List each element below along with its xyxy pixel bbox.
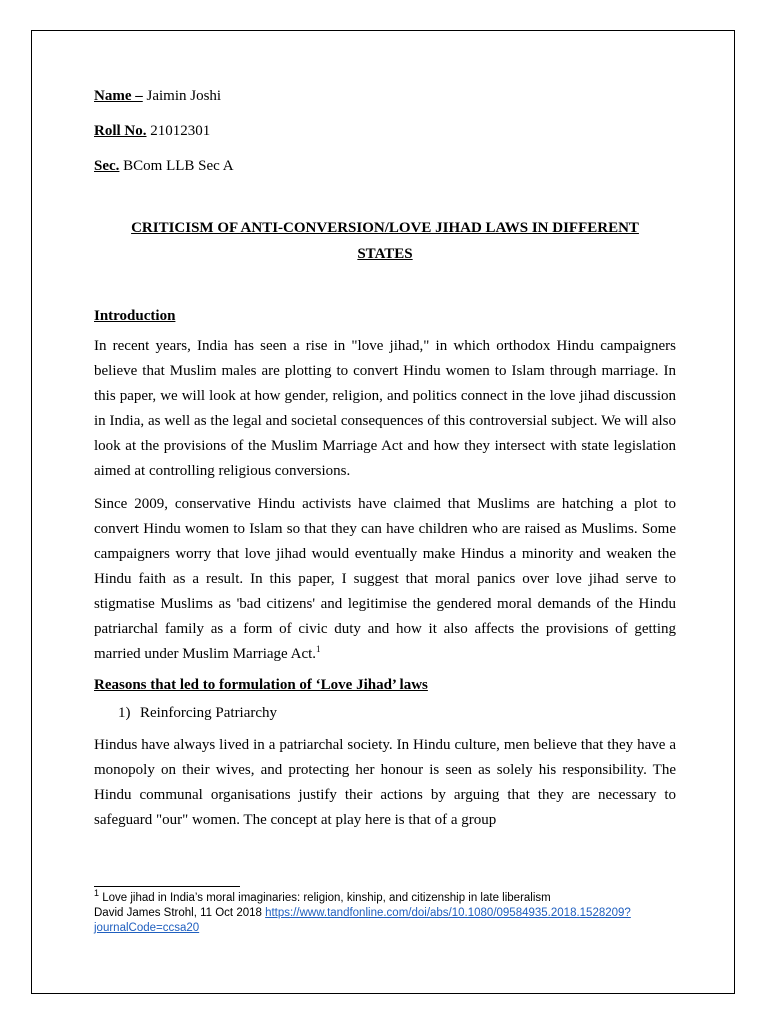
name-label: Name – bbox=[94, 88, 143, 104]
roll-line bbox=[94, 122, 676, 140]
list-item bbox=[94, 703, 676, 723]
list-item-text: Reinforcing Patriarchy bbox=[140, 705, 278, 721]
title-line-2: STATES bbox=[357, 246, 413, 262]
title-line-1: CRITICISM OF ANTI-CONVERSION/LOVE JIHAD LAWS IN DIFFERENT bbox=[131, 220, 639, 236]
section-label: Sec. bbox=[94, 158, 120, 174]
roll-value: 21012301 bbox=[146, 123, 211, 139]
introduction-paragraph-1: In recent years, India has seen a rise in "love jihad," in which orthodox Hindu campaigners believe that Muslim males are plotting to convert Hindu women to Islam through marriage. In this paper, we will look at how gender, religion, and politics connect in the love jihad discussion in India, as well as the legal and societal consequences of this controversial subject. We will also look at the provisions of the Muslim Marriage Act and how they intersect with state legislation aimed at controlling religious conversions. bbox=[94, 338, 676, 479]
footnote-citation-title: Love jihad in India’s moral imaginaries: religion, kinship, and citizenship in late liberalism bbox=[99, 892, 551, 904]
footnote bbox=[94, 888, 684, 936]
name-line bbox=[94, 87, 676, 105]
list-item-number: 1) bbox=[118, 705, 131, 721]
footnote-separator bbox=[94, 886, 240, 887]
footnote-author-date: David James Strohl, 11 Oct 2018 bbox=[94, 907, 266, 919]
page-content bbox=[94, 87, 676, 841]
footnote-line-1 bbox=[94, 888, 684, 906]
reasons-paragraph: Hindus have always lived in a patriarchal society. In Hindu culture, men believe that they have a monopoly on their wives, and protecting her honour is seen as solely his responsibility. The Hindu communal organisations justify their actions by arguing that they are necessary to safeguard "our" women. The concept at play here is that of a group bbox=[94, 737, 676, 828]
footnote-line-2 bbox=[94, 906, 684, 936]
roll-label: Roll No. bbox=[94, 123, 147, 139]
section-value: BCom LLB Sec A bbox=[119, 158, 234, 174]
footnote-number: 1 bbox=[94, 888, 100, 899]
footnote-reference[interactable]: 1 bbox=[316, 644, 321, 654]
footnote-link-part-2: journalCode=ccsa20 bbox=[94, 922, 200, 934]
reasons-heading: Reasons that led to formulation of ‘Love Jihad’ laws bbox=[94, 677, 428, 693]
section-line bbox=[94, 157, 676, 175]
introduction-paragraph-2-text: Since 2009, conservative Hindu activists have claimed that Muslims are hatching a plot to convert Hindu women to Islam so that they can have children who are raised as Muslims. Some campaigners worry that love jihad would eventually make Hindus a minority and weaken the Hindu faith as a result. In this paper, I suggest that moral panics over love jihad serve to stigmatise Muslims as 'bad citizens' and legitimise the gendered moral demands of the Hindu patriarchal family as a form of civic duty and how it also affects the provisions of getting married under Muslim Marriage Act. bbox=[94, 496, 676, 662]
name-value: Jaimin Joshi bbox=[142, 88, 222, 104]
document-title bbox=[94, 215, 676, 267]
document-page bbox=[31, 30, 735, 994]
footnote-link-part-1: https://www.tandfonline.com/doi/abs/10.1080/09584935.2018.1528209? bbox=[265, 907, 631, 919]
introduction-heading: Introduction bbox=[94, 308, 176, 324]
introduction-paragraph-2 bbox=[94, 492, 676, 667]
